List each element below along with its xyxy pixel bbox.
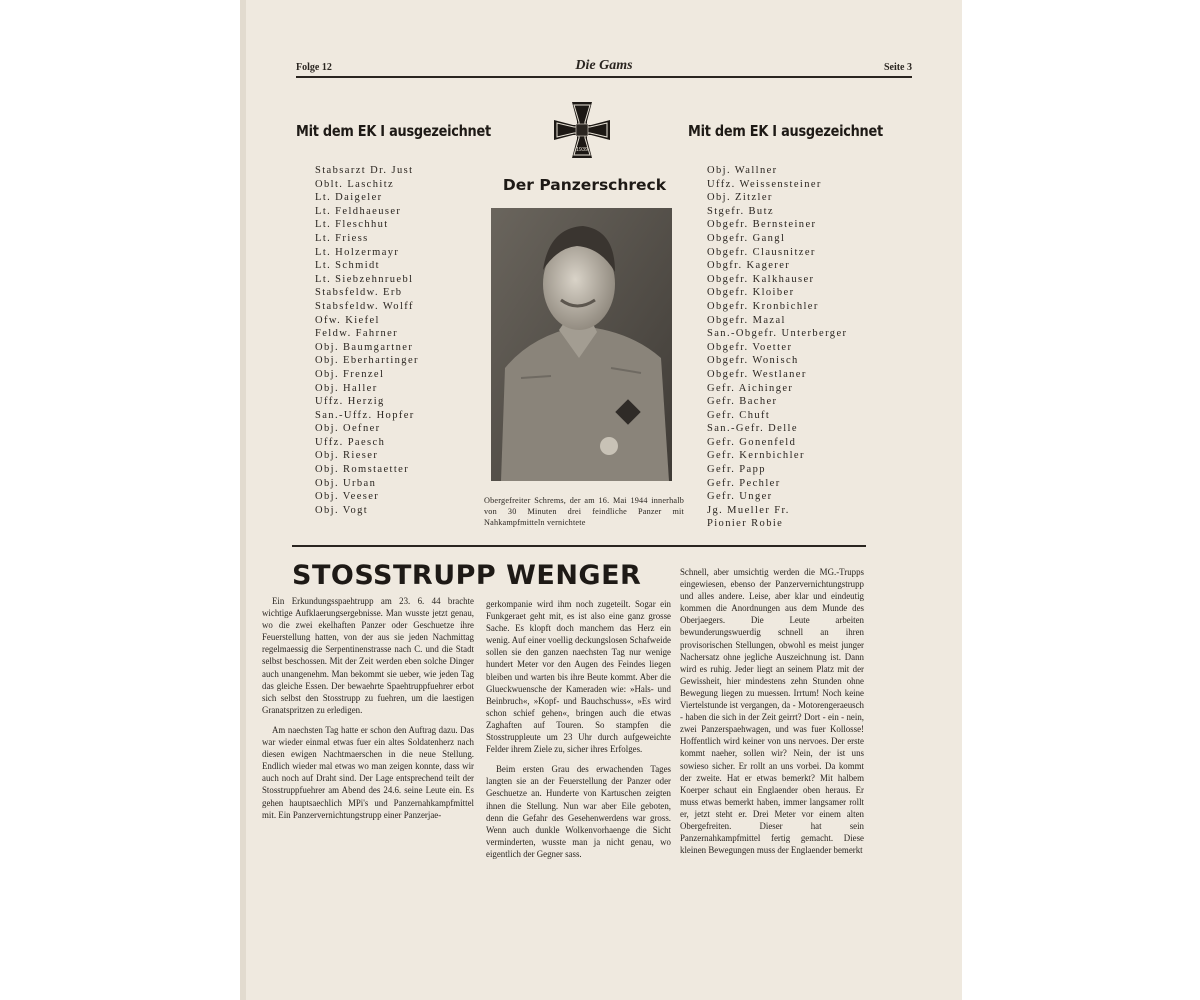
- award-recipient: Obj. Frenzel: [315, 368, 385, 380]
- award-recipient: Lt. Siebzehnruebl: [315, 273, 414, 285]
- award-recipient: Gefr. Bacher: [707, 396, 778, 408]
- section-rule: [292, 545, 866, 547]
- page-number: Seite 3: [883, 62, 912, 73]
- article-column-1: [262, 595, 474, 829]
- award-recipient: Obj. Romstaetter: [315, 464, 410, 476]
- award-recipient: Lt. Friess: [315, 232, 369, 244]
- award-recipient: Obgfr. Kagerer: [707, 260, 791, 272]
- award-recipient: Stabsarzt Dr. Just: [315, 165, 414, 176]
- article-paragraph: Beim ersten Grau des erwachenden Tages langten sie an der Feuerstellung der Panzer oder Geschuetze an. Hunderte von Kartuschen zeigten ihnen die Stellung. Nun war aber Eile geboten, denn die Gefahr des Gesehenwerdens war gross. Wenn auch dunkle Wolkenvorhaenge die Sicht verminderten, wusste man ja nicht genau, wo eigentlich der Gegner sass.: [486, 764, 671, 859]
- award-recipient: Feldw. Fahrner: [315, 328, 399, 340]
- award-recipient: Obgefr. Voetter: [707, 341, 793, 353]
- article-paragraph: Schnell, aber umsichtig werden die MG.-Trupps eingewiesen, ebenso der Panzervernichtungstrupp und alles andere. Leise, aber klar und eindeutig kommen die Anordnungen aus dem Munde des Oberjaegers. Die Leute arbeiten bewunderungswuerdig schnell an ihren provisorischen Stellungen, obwohl es meist junger Nachersatz ohne jegliche Auszeichnung ist. Dann wird es ruhig. Jeder liegt an seinem Platz mit der Gewissheit, hier mindestens zehn Stunden ohne Bewegung liegen zu muessen. Irrtum! Noch keine Viertelstunde ist vergangen, da - Motorengeraeusch - haben die sich in der Zeit geirrt? Dort - ein - nein, zwei Panzerspaehwagen, und was fuer Kollosse! Hoffentlich wird keiner von uns nervoes. Der erste kommt naeher, sollen wir? Nein, der ist uns sowieso sicher. Er rollt an uns vorbei. Da kommt der zweite. Hat er etwas bemerkt? Mit halbem Koerper schaut ein Englaender oben heraus. Er muss etwas bemerkt haben, immer langsamer rollt er, jetzt steht er. Drei Meter vor einem alten Obergefreiten. Dieser hat sein Panzernahkampfmittel fertig gemacht. Diese kleinen Bewegungen muss der Englaender bemerkt: [680, 567, 864, 856]
- award-recipient: Gefr. Chuft: [707, 409, 771, 421]
- award-recipient: Obgefr. Bernsteiner: [707, 219, 817, 231]
- award-recipient: Lt. Daigeler: [315, 192, 383, 204]
- newspaper-page: [240, 0, 962, 1000]
- article-paragraph: Am naechsten Tag hatte er schon den Auftrag dazu. Das war wieder einmal etwas fuer ein altes Soldatenherz nach diesen ewigen Nachtmaerschen in die neue Stellung. Endlich wieder mal etwas wo man zeigen konnte, dass wir auch noch auf Draht sind. Der Lage entsprechend teilt der Stosstruppfuehrer am Abend des 24.6. seine Leute ein. Es gehen hauptsaechlich MPi's und Panzernahkampfmittel mit. Ein Panzervernichtungstrupp einer Panzerjae-: [262, 724, 474, 820]
- award-recipient: Obj. Haller: [315, 382, 378, 394]
- award-recipient: Obj. Oefner: [315, 423, 381, 435]
- award-recipient: Ofw. Kiefel: [315, 314, 380, 326]
- award-recipient: Gefr. Kernbichler: [707, 450, 805, 462]
- award-recipient: Obgefr. Gangl: [707, 232, 786, 244]
- iron-cross-icon: [552, 100, 612, 160]
- award-recipient: Stgefr. Butz: [707, 205, 774, 217]
- cross-year: 1939: [575, 147, 589, 153]
- award-title-left: Mit dem EK I ausgezeichnet: [296, 122, 491, 140]
- award-recipient: Jg. Mueller Fr.: [707, 504, 790, 516]
- award-recipient: Obgefr. Wonisch: [707, 355, 799, 367]
- award-recipient: Obj. Rieser: [315, 450, 379, 462]
- award-recipient: Pionier Robie: [707, 518, 784, 530]
- award-recipient: Obj. Eberhartinger: [315, 355, 419, 367]
- issue-number: Folge 12: [296, 62, 332, 73]
- award-recipient: Obgefr. Westlaner: [707, 368, 807, 380]
- award-recipient: Gefr. Papp: [707, 464, 766, 476]
- award-recipient: Uffz. Herzig: [315, 396, 385, 408]
- award-recipient: Stabsfeldw. Erb: [315, 287, 403, 299]
- award-recipient: Gefr. Gonenfeld: [707, 436, 797, 448]
- award-recipient: Obj. Veeser: [315, 491, 380, 503]
- award-recipient: Obj. Zitzler: [707, 192, 773, 204]
- award-recipient: Lt. Holzermayr: [315, 246, 400, 258]
- award-recipient: Obgefr. Kalkhauser: [707, 273, 815, 285]
- newspaper-title: Die Gams: [575, 58, 633, 73]
- photo-caption: Obergefreiter Schrems, der am 16. Mai 1944 innerhalb von 30 Minuten drei feindliche Panzer mit Nahkampfmitteln vernichtete: [484, 496, 684, 527]
- award-recipient: Obj. Urban: [315, 477, 377, 489]
- award-recipient: Obgefr. Kloiber: [707, 287, 795, 299]
- article-paragraph: Ein Erkundungsspaehtrupp am 23. 6. 44 brachte wichtige Aufklaerungsergebnisse. Man wusste jetzt genau, wo die zwei ekelhaften Panzer oder Geschuetze ihre Feuerstellung hatten, von der aus sie jeden Nachmittag regelmaessig die Serpentinenstrasse nach C. und die Stadt selbst beschossen. Mit der Zeit werden eben solche Dinger auch unangenehm. Man bekommt sie ueber, wie jeden Tag das gleiche Essen. Der bewaehrte Spaehtruppfuehrer erbot sich selbst den Stosstrupp zu fuehren, um die laestigen Granatspritzen zu erledigen.: [262, 596, 474, 715]
- award-recipient: Oblt. Laschitz: [315, 178, 395, 190]
- award-recipient: Obgefr. Clausnitzer: [707, 246, 816, 258]
- award-recipient: San.-Gefr. Delle: [707, 423, 798, 435]
- article-title: STOSSTRUPP WENGER: [292, 560, 642, 591]
- award-recipient: Lt. Schmidt: [315, 260, 380, 272]
- article-column-2: [486, 598, 671, 868]
- award-recipient: Gefr. Unger: [707, 491, 773, 503]
- award-recipient: Stabsfeldw. Wolff: [315, 300, 414, 312]
- award-list-left: [315, 164, 419, 517]
- award-title-right: Mit dem EK I ausgezeichnet: [688, 122, 883, 140]
- award-recipient: Uffz. Paesch: [315, 436, 386, 448]
- article-column-3: [680, 566, 864, 864]
- soldier-portrait-photo: [491, 208, 672, 481]
- award-recipient: Lt. Feldhaeuser: [315, 205, 402, 217]
- header-rule: [296, 76, 912, 78]
- award-recipient: San.-Uffz. Hopfer: [315, 409, 415, 421]
- award-recipient: Obj. Baumgartner: [315, 341, 414, 353]
- award-recipient: Obgefr. Kronbichler: [707, 300, 819, 312]
- page-header: [296, 60, 912, 76]
- award-recipient: Obj. Wallner: [707, 165, 778, 176]
- award-recipient: Obgefr. Mazal: [707, 314, 786, 326]
- award-recipient: Uffz. Weissensteiner: [707, 178, 822, 190]
- award-recipient: Obj. Vogt: [315, 504, 369, 516]
- award-recipient: San.-Obgefr. Unterberger: [707, 328, 848, 340]
- award-recipient: Lt. Fleschhut: [315, 219, 389, 231]
- article-paragraph: gerkompanie wird ihm noch zugeteilt. Sogar ein Funkgeraet geht mit, es ist also eine ganz grosse Sache. Es klopft doch manchem das Herz ein wenig. Auf einer voellig deckungslosen Schafweide sollen sie den ganzen naechsten Tag nur wenige hundert Meter vor den Augen des Feindes liegen bleiben und warten bis ihre Beute kommt. Aber die Glueckwuensche der Kameraden wie: »Hals- und Beinbruch«, »Kopf- und Bauchschuss«, »Es wird schon schief gehen«, bringen auch die etwas Zaghaften auf Touren. So stampfen die Stosstruppleute um 23 Uhr durch aufgeweichte Felder ihrem Ziele zu, sicher ihres Erfolges.: [486, 599, 671, 755]
- award-recipient: Gefr. Pechler: [707, 477, 781, 489]
- award-list-right: [707, 164, 847, 531]
- award-recipient: Gefr. Aichinger: [707, 382, 794, 394]
- panzerschreck-title: Der Panzerschreck: [502, 176, 667, 194]
